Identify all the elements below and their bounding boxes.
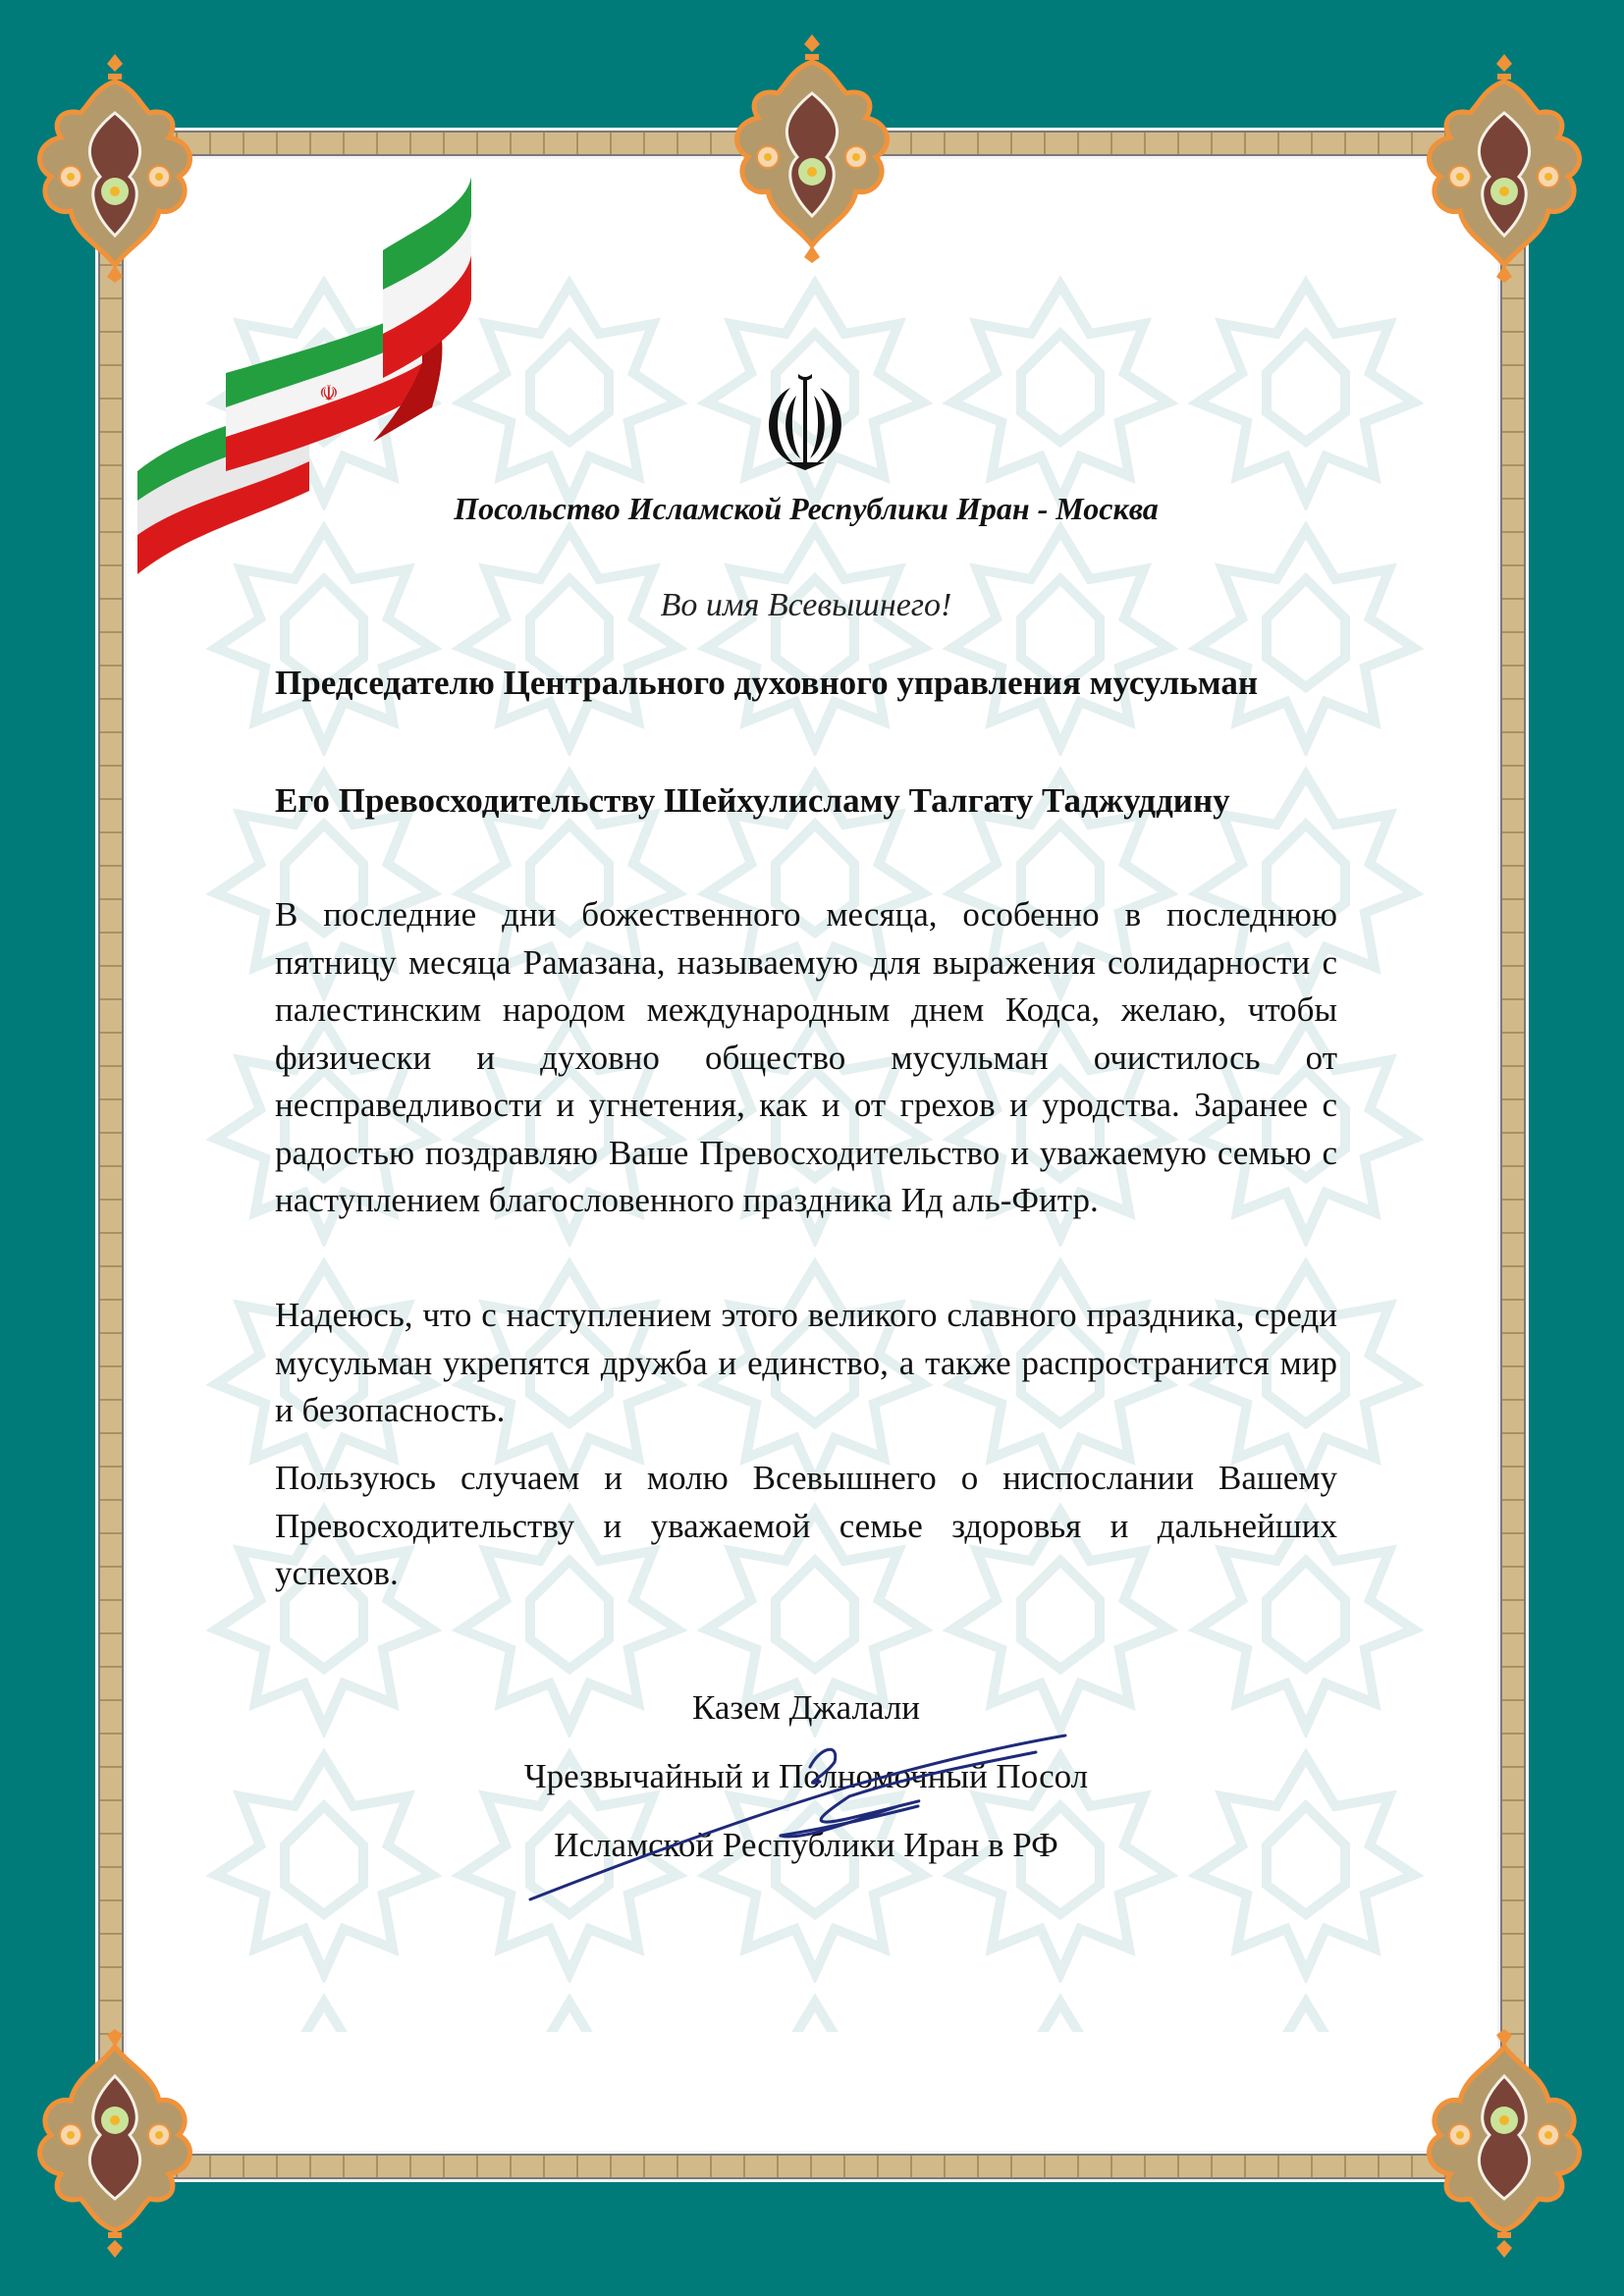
svg-text:☫: ☫ xyxy=(319,382,339,406)
frame-border-bottom xyxy=(95,2151,1529,2182)
embassy-header: Посольство Исламской Республики Иран - Москва xyxy=(454,491,1159,526)
frame-border-left xyxy=(95,128,127,2182)
top-center-ornament-icon xyxy=(729,25,895,270)
body-paragraph-3: Пользуюсь случаем и молю Всевышнего о ниспослании Вашему Превосходительству и уважаемой семье здоровья и дальнейших успехов. xyxy=(275,1459,1337,1592)
body-paragraph-1: В последние дни божественного месяца, особенно в последнюю пятницу месяца Рамазана, называемую для выражения солидарности с палестинским народом международным днем Кодса, желаю, чтобы физически и духовно общество мусульман очистилось от несправедливости и угнетения, как и от грехов и уродства. Заранее с радостью поздравляю Ваше Превосходительство и уважаемую семью с наступлением благословенного праздника Ид аль-Фитр. xyxy=(275,895,1337,1219)
signatory-title-line-2: Исламской Республики Иран в РФ xyxy=(554,1826,1058,1864)
frame-border-right xyxy=(1497,128,1529,2182)
corner-ornament-bottom-right-icon xyxy=(1421,2022,1588,2268)
addressee-line-2: Его Превосходительству Шейхулисламу Талгату Таджуддину xyxy=(275,781,1230,820)
invocation-line: Во имя Всевышнего! xyxy=(660,587,952,623)
body-paragraph-2: Надеюсь, что с наступлением этого великого славного праздника, среди мусульман укрепятся дружба и единство, а также распространится мир и безопасность. xyxy=(275,1296,1337,1429)
corner-ornament-bottom-left-icon xyxy=(31,2022,198,2268)
signatory-title-line-1: Чрезвычайный и Полномочный Посол xyxy=(523,1757,1089,1795)
signatory-name: Казем Джалали xyxy=(691,1688,921,1727)
corner-ornament-top-right-icon xyxy=(1421,44,1588,290)
iran-emblem-icon xyxy=(751,368,859,476)
addressee-line-1: Председателю Центрального духовного управления мусульман xyxy=(275,664,1259,702)
